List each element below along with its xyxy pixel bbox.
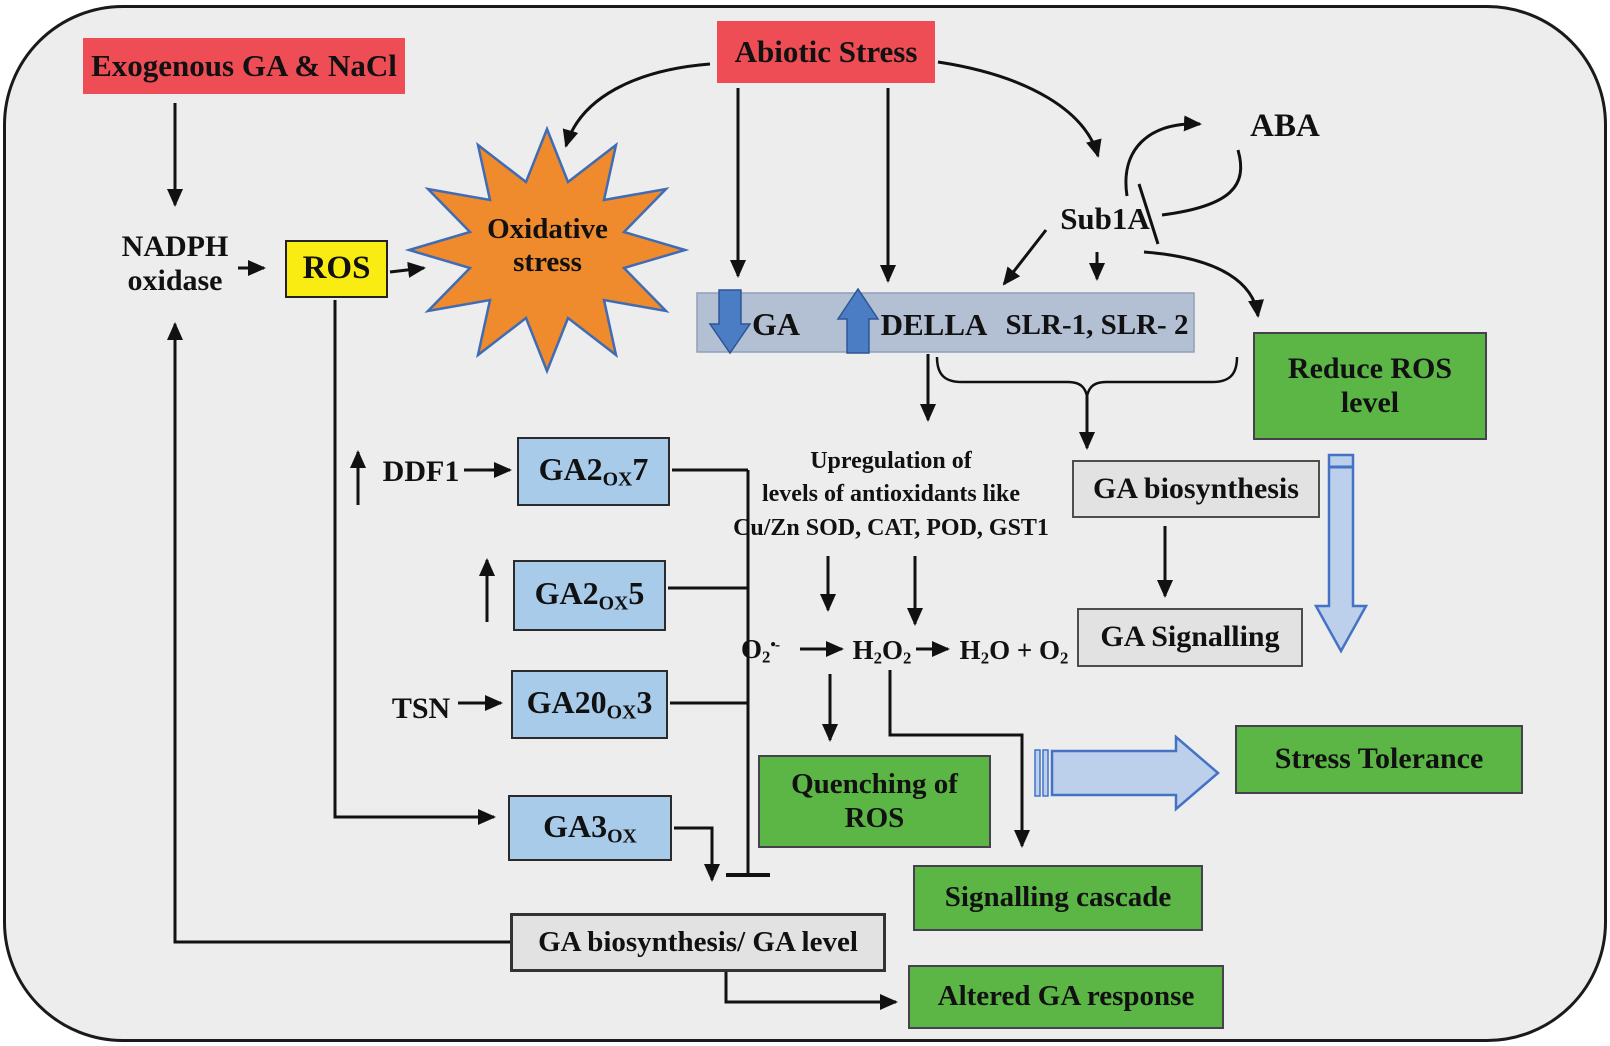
quenching-line2: ROS — [844, 801, 905, 834]
h2o2-label — [848, 631, 916, 671]
sub1a-text: Sub1A — [1060, 201, 1150, 237]
ga3ox-label: $GA3_{OX}$ — [543, 807, 637, 848]
oxidative-line2: stress — [513, 246, 582, 278]
ga-biosynthesis-label: GA biosynthesis — [1093, 471, 1299, 505]
ga2ox7-box — [517, 437, 670, 506]
exogenous-ga-nacl-label: Exogenous GA & NaCl — [91, 48, 397, 84]
reduce-ros-level-box — [1253, 332, 1487, 440]
ddf1-label — [373, 453, 469, 491]
stress-tolerance-label: Stress Tolerance — [1274, 742, 1484, 776]
della-text: DELLA — [880, 307, 988, 343]
ga2ox7-label: $GA2_{OX}7$ — [538, 451, 649, 491]
upregulation-line3: Cu/Zn SOD, CAT, POD, GST1 — [733, 514, 1049, 541]
upregulation-label — [726, 441, 1056, 549]
sub1a-label — [1052, 198, 1158, 240]
ga2ox5-box — [513, 560, 666, 631]
ros-label: ROS — [302, 250, 371, 287]
bar-slr-label — [997, 306, 1197, 346]
reduce-ros-line2: level — [1340, 386, 1400, 419]
bar-ga-label — [752, 302, 814, 346]
exogenous-ga-nacl-box — [83, 38, 405, 94]
ga20ox3-box — [511, 670, 668, 739]
reduce-ros-line1: Reduce ROS — [1287, 351, 1453, 385]
tsn-label — [383, 690, 459, 728]
ga20ox3-label: $GA20_{OX}3$ — [526, 684, 653, 724]
abiotic-stress-box — [717, 21, 935, 83]
superoxide-label — [729, 630, 791, 670]
stress-tolerance-box — [1235, 725, 1523, 794]
oxidative-line1: Oxidative — [487, 212, 608, 245]
aba-label — [1230, 104, 1340, 150]
ga2ox5-label: $GA2_{OX}5$ — [534, 575, 645, 615]
nadph-line1: NADPH — [121, 229, 229, 263]
nadph-line2: oxidase — [127, 264, 223, 297]
ga-biosynthesis-box — [1072, 460, 1320, 518]
quenching-ros-box — [758, 755, 991, 848]
h2o2-formula: $H_2O_2$ — [852, 634, 912, 668]
ga-biosynthesis-level-label: GA biosynthesis/ GA level — [538, 925, 858, 958]
upregulation-line2: levels of antioxidants like — [761, 481, 1020, 508]
tsn-text: TSN — [391, 691, 451, 725]
ga3ox-box — [508, 795, 672, 861]
oxidative-stress-label — [460, 202, 635, 290]
bar-della-label — [876, 304, 992, 346]
slr-text: SLR-1, SLR- 2 — [1005, 309, 1189, 342]
upregulation-line1: Upregulation of — [810, 448, 972, 475]
altered-ga-response-label: Altered GA response — [937, 980, 1195, 1013]
abiotic-stress-label: Abiotic Stress — [734, 34, 918, 70]
h2o-o2-label — [955, 631, 1073, 671]
superoxide-formula: $O_2^{•-}$ — [740, 633, 780, 667]
nadph-oxidase-label — [103, 224, 247, 304]
ga-text: GA — [752, 305, 800, 342]
quenching-line1: Quenching of — [791, 768, 958, 801]
ros-box — [285, 240, 388, 298]
altered-ga-response-box — [908, 965, 1224, 1029]
ddf1-text: DDF1 — [382, 454, 460, 488]
h2o-o2-formula: $H_2O + O_2$ — [959, 634, 1069, 668]
ga-signalling-box — [1077, 608, 1303, 667]
ga-signalling-label: GA Signalling — [1100, 620, 1280, 654]
signalling-cascade-label: Signalling cascade — [944, 881, 1172, 914]
aba-text: ABA — [1250, 108, 1320, 145]
signalling-cascade-box — [913, 865, 1203, 931]
ga-biosynthesis-level-box — [510, 913, 886, 972]
